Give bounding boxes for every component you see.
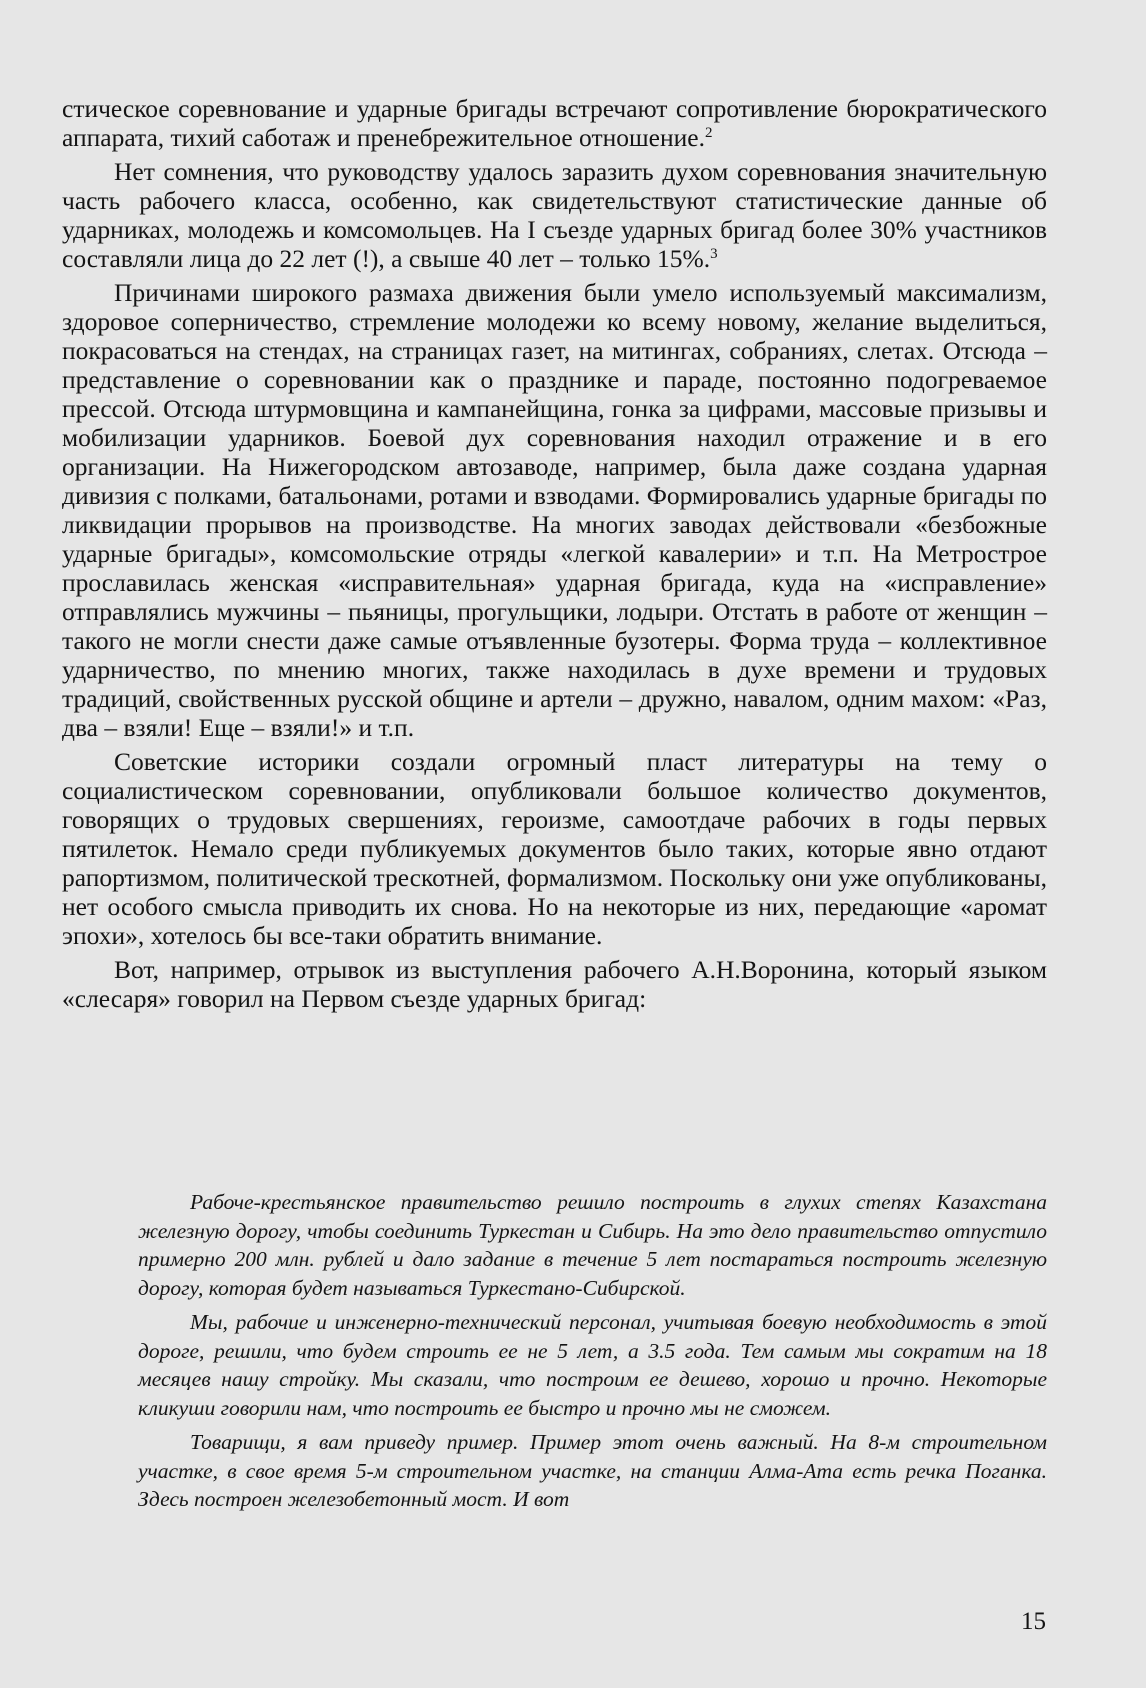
page-number: 15: [1021, 1608, 1046, 1635]
paragraph-text: стическое соревнование и ударные бригады встречают сопротивление бюрократического аппарата, тихий саботаж и пренебрежительное отношение.: [62, 94, 1047, 152]
quote-paragraph: Мы, рабочие и инженерно-технический персонал, учитывая боевую необходимость в этой дороге, решили, что будем строить ее не 5 лет, а 3.5 года. Тем самым мы сократим на 18 месяцев нашу стройку. Мы сказали, что построим ее дешево, хорошо и прочно. Некоторые кликуши говорили нам, что построить ее быстро и прочно мы не сможем.: [138, 1310, 1047, 1420]
footnote-marker[interactable]: 2: [704, 125, 713, 141]
paragraph-text: Нет сомнения, что руководству удалось заразить духом соревнования значительную часть рабочего класса, особенно, как свидетельствуют статистические данные об ударниках, молодежь и комсомольцев. На I съезде ударных бригад более 30% участников составляли лица до 22 лет (!), а свыше 40 лет – только 15%.: [62, 157, 1047, 273]
paragraph: [62, 94, 1047, 152]
paragraph: [62, 157, 1047, 273]
footnote-marker[interactable]: 3: [710, 246, 718, 262]
paragraph-text: Причинами широкого размаха движения были умело используемый максимализм, здоровое соперничество, стремление молодежи ко всему новому, желание выделиться, покрасоваться на стендах, на страницах газет, на митингах, собраниях, слетах. Отсюда – представление о соревновании как о празднике и параде, постоянно подогреваемое прессой. Отсюда штурмовщина и кампанейщина, гонка за цифрами, массовые призывы и мобилизации ударников. Боевой дух соревнования находил отражение и в его организации. На Нижегородском автозаводе, например, была даже создана ударная дивизия с полками, батальонами, ротами и взводами. Формировались ударные бригады по ликвидации прорывов на производстве. На многих заводах действовали «безбожные ударные бригады», комсомольские отряды «легкой кавалерии» и т.п. На Метрострое прославилась женская «исправительная» ударная бригада, куда на «исправление» отправлялись мужчины – пьяницы, прогульщики, лодыри. Отстать в работе от женщин – такого не могли снести даже самые отъявленные бузотеры. Форма труда – коллективное ударничество, по мнению многих, также находилась в духе времени и трудовых традиций, свойственных русской общине и артели – дружно, навалом, одним махом: «Раз, два – взяли! Еще – взяли!» и т.п.: [62, 278, 1047, 742]
paragraph-text: Советские историки создали огромный пласт литературы на тему о социалистическом соревновании, опубликовали большое количество документов, говорящих о трудовых свершениях, героизме, самоотдаче рабочих в годы первых пятилеток. Немало среди публикуемых документов было таких, которые явно отдают рапортизмом, политической трескотней, формализмом. Поскольку они уже опубликованы, нет особого смысла приводить их снова. Но на некоторые из них, передающие «аромат эпохи», хотелось бы все-таки обратить внимание.: [62, 747, 1047, 950]
paragraph: [62, 955, 1047, 1013]
quote-paragraph: Рабоче-крестьянское правительство решило построить в глухих степях Казахстана железную дорогу, чтобы соединить Туркестан и Сибирь. На это дело правительство отпустило примерно 200 млн. рублей и дало задание в течение 5 лет постараться построить железную дорогу, которая будет называться Туркестано-Сибирской.: [138, 1190, 1047, 1300]
quoted-speech: [138, 1188, 1047, 1520]
paragraph: [62, 278, 1047, 742]
paragraph-text: Вот, например, отрывок из выступления рабочего А.Н.Воронина, который языком «слесаря» говорил на Первом съезде ударных бригад:: [62, 955, 1047, 1013]
paragraph: [62, 747, 1047, 950]
quote-paragraph: Товарищи, я вам приведу пример. Пример этот очень важный. На 8-м строительном участке, в свое время 5-м строительном участке, на станции Алма-Ата есть речка Поганка. Здесь построен железобетонный мост. И вот: [138, 1430, 1047, 1511]
body-text: [62, 94, 1047, 1018]
